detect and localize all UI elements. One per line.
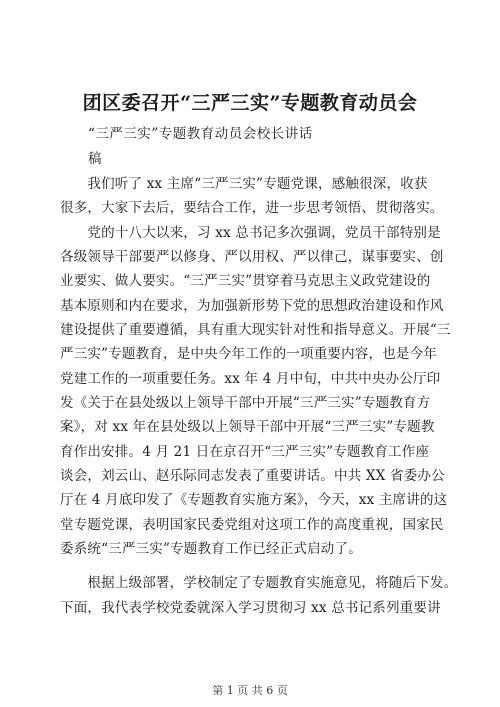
body-line: 谈会，刘云山、赵乐际同志发表了重要讲话。中共 XX 省委办公 — [60, 468, 445, 484]
body-line: 建设提供了重要遵循，具有重大现实针对性和指导意义。开展“三 — [60, 322, 451, 338]
body-line: 委系统“三严三实”专题教育工作已经正式启动了。 — [60, 541, 362, 557]
body-line: 我们听了 xx 主席“三严三实”专题党课，感触很深，收获 — [60, 176, 428, 192]
body-line: 厅在 4 月底印发了《专题教育实施方案》，今天，xx 主席讲的这 — [60, 492, 448, 508]
body-line: 案》，对 xx 年在县处级以上领导干部中开展“三严三实”专题教 — [60, 419, 435, 435]
body-line: 各级领导干部要严以修身、严以用权、严以律己，谋事要实、创 — [60, 249, 444, 265]
body-line: 党的十八大以来，习 xx 总书记多次强调，党员干部特别是 — [60, 225, 441, 241]
body-line: 下面，我代表学校党委就深入学习贯彻习 xx 总书记系列重要讲 — [60, 600, 441, 616]
document-subtitle-continued: 稿 — [88, 151, 102, 167]
body-line: 业要实、做人要实。“三严三实”贯穿着马克思主义政党建设的 — [60, 273, 431, 289]
body-line: 严三实”专题教育，是中央今年工作的一项重要内容，也是今年 — [60, 346, 438, 362]
document-subtitle: “三严三实”专题教育动员会校长讲话 — [88, 126, 313, 142]
body-line: 基本原则和内在要求，为加强新形势下党的思想政治建设和作风 — [60, 298, 444, 314]
body-line: 很多，大家下去后，要结合工作，进一步思考领悟、贯彻落实。 — [60, 200, 444, 216]
body-line: 党建工作的一项重要任务。xx 年 4 月中旬，中共中央办公厅印 — [60, 371, 441, 387]
body-line: 根据上级部署，学校制定了专题教育实施意见，将随后下发。 — [60, 575, 458, 591]
page-number: 第 1 页 共 6 页 — [212, 684, 288, 697]
body-line: 育作出安排。4 月 21 日在京召开“三严三实”专题教育工作座 — [60, 444, 430, 460]
document-title: 团区委召开“三严三实”专题教育动员会 — [82, 92, 418, 114]
body-line: 堂专题党课，表明国家民委党组对这项工作的高度重视，国家民 — [60, 517, 444, 533]
body-line: 发《关于在县处级以上领导干部中开展“三严三实”专题教育方 — [60, 395, 431, 411]
